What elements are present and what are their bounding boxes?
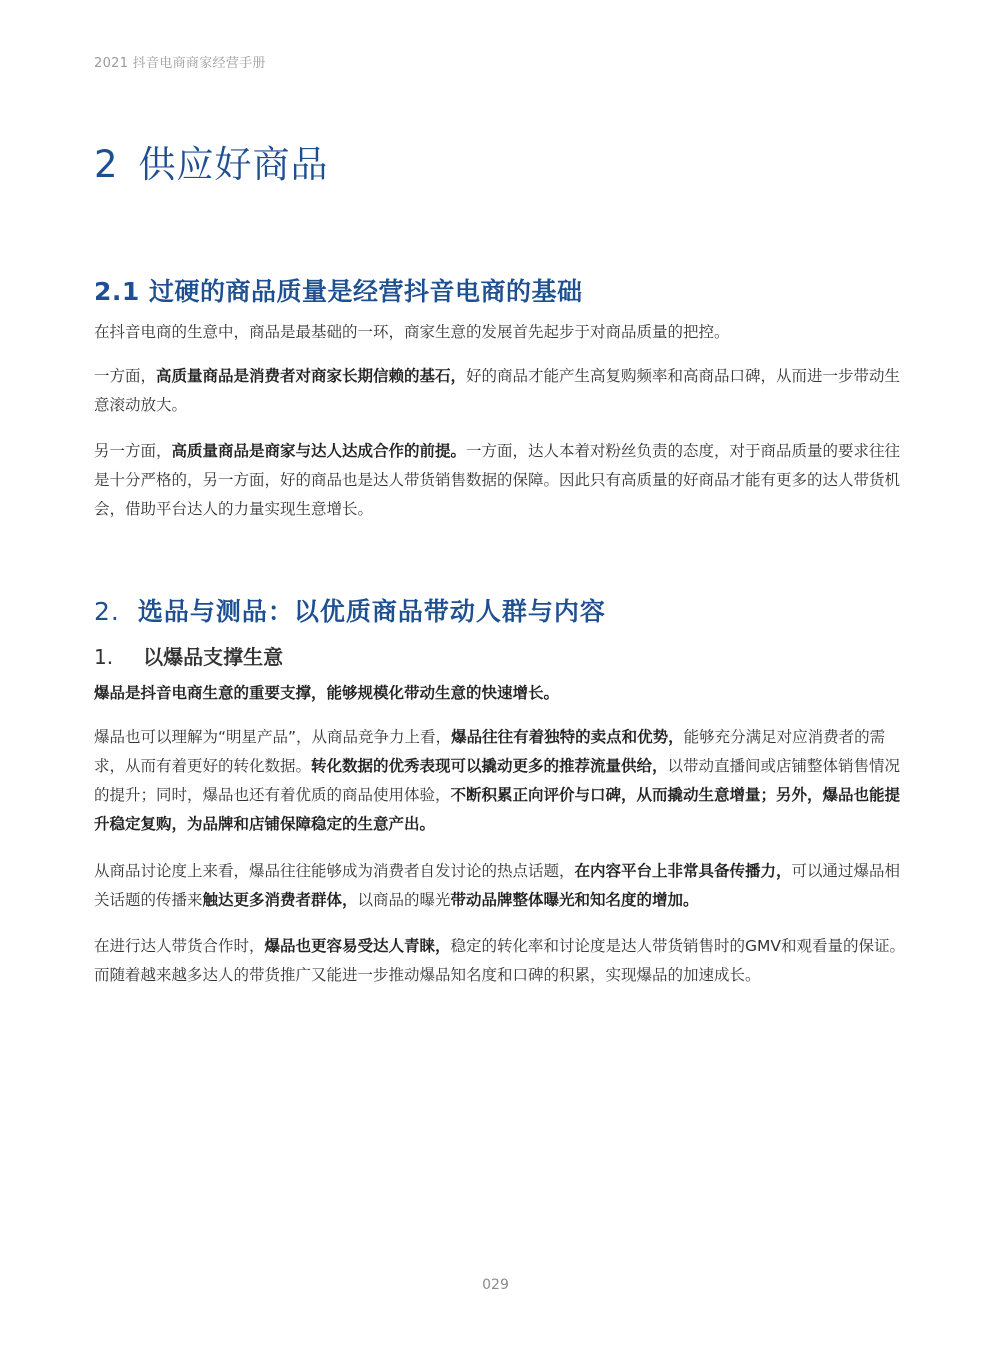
section-2-paragraph-2 [94, 857, 910, 915]
text-span: 稳定的转化率和讨论度是达人带货销售时的GMV和观看量的保证。而随着越来越多达人的带货推广又能进一步推动爆品知名度和口碑的积累，实现爆品的加速成长。 [94, 937, 906, 984]
text-span: 好的商品才能产生高复购频率和高商品口碑，从而进一步带动生意滚动放大。 [94, 367, 901, 414]
text-span: 能够充分满足对应消费者的需求，从而有着更好的转化数据。 [94, 728, 886, 775]
text-span: 爆品也可以理解为“明星产品”，从商品竞争力上看， [94, 728, 452, 746]
bold-text-span: 高质量商品是商家与达人达成合作的前提。 [171, 442, 467, 460]
subsection-1-heading [94, 641, 283, 670]
bold-text-span: 高质量商品是消费者对商家长期信赖的基石， [156, 367, 467, 385]
subsection-1-number: 1. [94, 645, 114, 669]
bold-text-span: 爆品也更容易受达人青睐， [264, 937, 451, 955]
text-span: 以商品的曝光 [357, 891, 451, 909]
chapter-title-text: 供应好商品 [138, 143, 329, 186]
text-span: 以带动直播间或店铺整体销售情况的提升；同时，爆品也还有着优质的商品使用体验， [94, 757, 901, 804]
text-span: 一方面，达人本着对粉丝负责的态度，对于商品质量的要求往往是十分严格的，另一方面，好的商品也是达人带货销售数据的保障。因此只有高质量的好商品才能有更多的达人带货机会，借助平台达人的力量实现生意增长。 [94, 442, 901, 518]
section-2-1-paragraph-3 [94, 437, 910, 524]
subsection-1-title: 以爆品支撑生意 [143, 645, 284, 669]
text-span: 另一方面， [94, 442, 172, 460]
chapter-number: 2 [94, 143, 119, 186]
bold-text-span: 爆品往往有着独特的卖点和优势， [451, 728, 684, 746]
text-span: 一方面， [94, 367, 157, 385]
running-header: 2021 抖音电商商家经营手册 [94, 56, 266, 71]
text-span: 在进行达人带货合作时， [94, 937, 265, 955]
section-2-1-heading: 2.1 过硬的商品质量是经营抖音电商的基础 [94, 277, 583, 306]
section-2-number: 2. [94, 597, 120, 626]
bold-text-span: 不断积累正向评价与口碑，从而撬动生意增量；另外，爆品也能提升稳定复购，为品牌和店铺保障稳定的生意产出。 [94, 786, 901, 833]
section-2-paragraph-3 [94, 932, 910, 990]
bold-text-span: 在内容平台上非常具备传播力， [574, 862, 792, 880]
bold-text-span: 触达更多消费者群体， [202, 891, 358, 909]
text-span: 从商品讨论度上来看，爆品往往能够成为消费者自发讨论的热点话题， [94, 862, 575, 880]
bold-text-span: 转化数据的优秀表现可以撬动更多的推荐流量供给， [311, 757, 668, 775]
section-2-heading [94, 592, 606, 628]
bold-text-span: 爆品是抖音电商生意的重要支撑，能够规模化带动生意的快速增长。 [94, 684, 560, 702]
section-2-lead [94, 679, 910, 708]
section-2-1-paragraph-1: 在抖音电商的生意中，商品是最基础的一环，商家生意的发展首先起步于对商品质量的把控。 [94, 323, 730, 341]
chapter-title [94, 134, 329, 188]
bold-text-span: 带动品牌整体曝光和知名度的增加。 [450, 891, 699, 909]
text-span: 可以通过爆品相关话题的传播来 [94, 862, 901, 909]
page-number: 029 [482, 1277, 509, 1293]
section-2-title: 选品与测品：以优质商品带动人群与内容 [137, 597, 606, 626]
section-2-paragraph-1 [94, 723, 910, 839]
section-2-1-paragraph-2 [94, 362, 910, 420]
